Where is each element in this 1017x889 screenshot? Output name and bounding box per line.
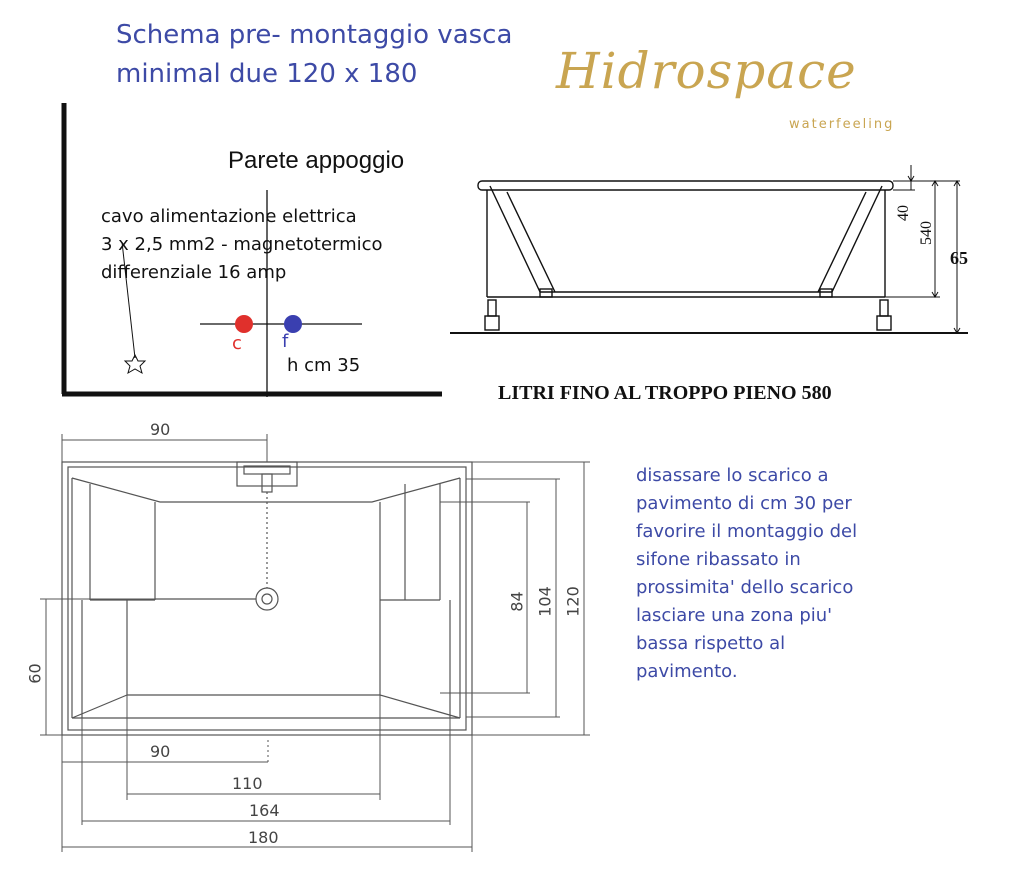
pipe-height-note: h cm 35 <box>287 355 361 376</box>
cable-note-line-2: 3 x 2,5 mm2 - magnetotermico <box>101 234 383 255</box>
dim-drain-from-left: 90 <box>150 420 171 439</box>
hot-pipe-label: c <box>232 333 242 354</box>
dim-outer-width: 120 <box>563 586 583 617</box>
brand-tagline: waterfeeling <box>789 117 895 132</box>
installation-instructions: disassare lo scarico a pavimento di cm 30 per favorire il montaggio del sifone ribassato in prossimita' dello scarico lasciare una zona piu' bassa rispetto al pavimento. <box>636 465 858 682</box>
cold-pipe-label: f <box>282 331 289 352</box>
capacity-text: LITRI FINO AL TROPPO PIENO 580 <box>498 382 832 404</box>
brand-logo: Hidrospace <box>556 42 857 100</box>
top-view-dimension-lines <box>40 434 590 852</box>
hot-water-pipe <box>235 315 253 333</box>
dim-left-height: 60 <box>25 663 45 684</box>
rim-dimension: 40 <box>895 205 912 221</box>
dim-bottom-90: 90 <box>150 742 171 761</box>
cable-note-line-1: cavo alimentazione elettrica <box>101 206 357 227</box>
dim-bottom-164: 164 <box>249 801 280 820</box>
total-height-dimension: 65 <box>950 248 968 268</box>
depth-dimension: 540 <box>918 221 935 245</box>
dim-bottom-180: 180 <box>248 828 279 847</box>
dim-bottom-110: 110 <box>232 774 263 793</box>
page-title-line-1: Schema pre- montaggio vasca <box>116 20 513 50</box>
side-view-drawing <box>450 165 968 333</box>
wall-label: Parete appoggio <box>228 147 405 174</box>
cable-note-line-3: differenziale 16 amp <box>101 262 287 283</box>
dim-mid-width: 104 <box>535 586 555 617</box>
dim-inner-width: 84 <box>507 591 527 612</box>
page-title-line-2: minimal due 120 x 180 <box>116 59 418 89</box>
